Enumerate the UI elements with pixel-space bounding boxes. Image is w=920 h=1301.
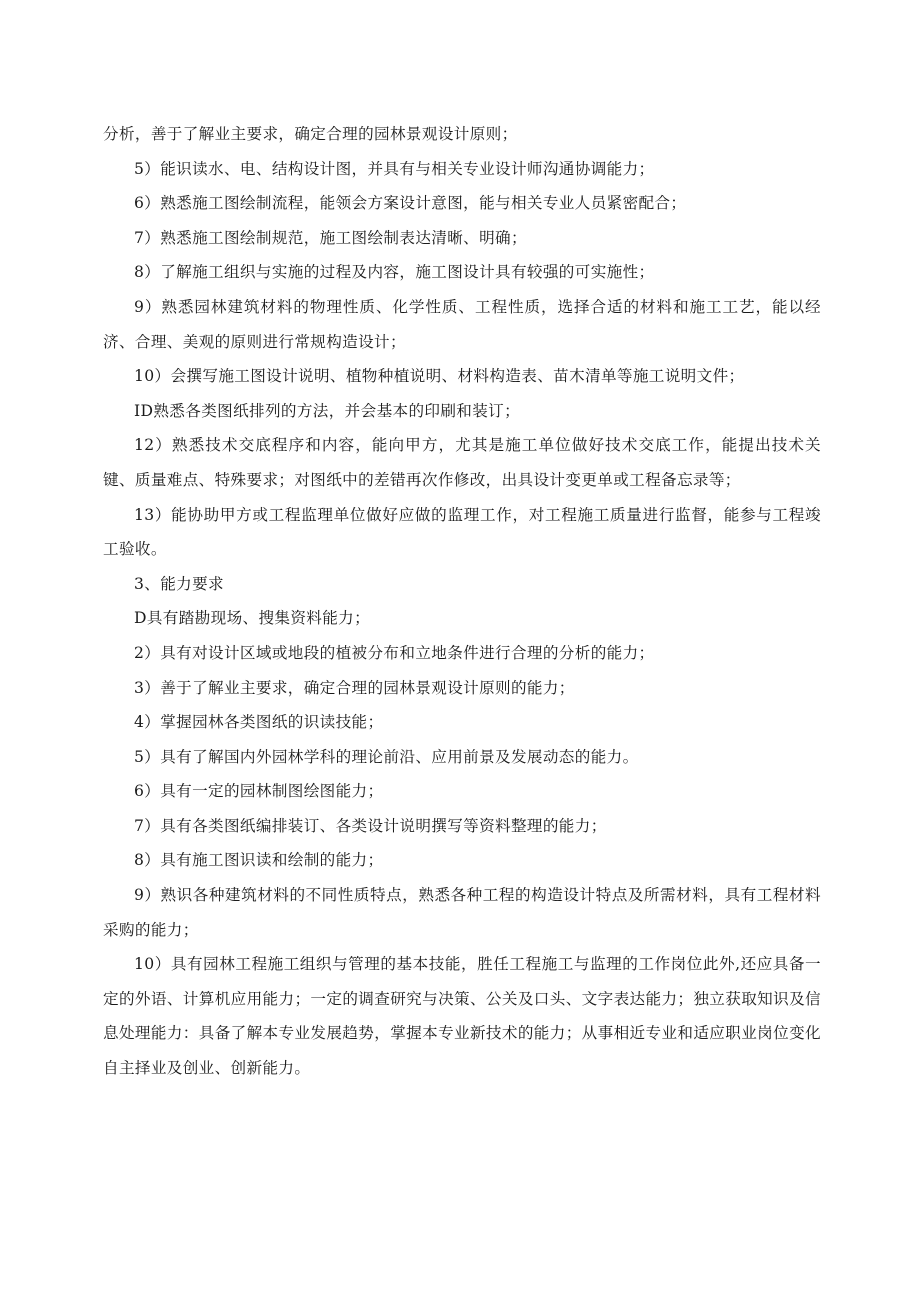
ability-item-10: 10）具有园林工程施工组织与管理的基本技能，胜任工程施工与监理的工作岗位此外,还应具备一定的外语、计算机应用能力；一定的调查研究与决策、公关及口头、文字表达能力；独立获取知识及信息处理能力：具备了解本专业发展趋势，掌握本专业新技术的能力；从事相近专业和适应职业岗位变化自主择业及创业、创新能力。 xyxy=(103,955,821,1078)
section-heading-ability-requirements: 3、能力要求 xyxy=(134,574,224,593)
document-body xyxy=(103,117,821,1086)
ability-item-2: 2）具有对设计区域或地段的植被分布和立地条件进行合理的分析的能力； xyxy=(134,643,655,662)
paragraph-item-10: 10）会撰写施工图设计说明、植物种植说明、材料构造表、苗木清单等施工说明文件； xyxy=(134,367,745,386)
ability-item-9: 9）熟识各种建筑材料的不同性质特点，熟悉各种工程的构造设计特点及所需材料，具有工程材料采购的能力； xyxy=(103,886,821,939)
paragraph-item-11: ID熟悉各类图纸排列的方法，并会基本的印刷和装订； xyxy=(134,401,521,420)
ability-item-7: 7）具有各类图纸编排装订、各类设计说明撰写等资料整理的能力； xyxy=(134,816,607,835)
paragraph-item-12: 12）熟悉技术交底程序和内容，能向甲方，尤其是施工单位做好技术交底工作，能提出技术关键、质量难点、特殊要求；对图纸中的差错再次作修改，出具设计变更单或工程备忘录等； xyxy=(103,436,821,489)
ability-item-5: 5）具有了解国内外园林学科的理论前沿、应用前景及发展动态的能力。 xyxy=(134,747,639,766)
ability-item-8: 8）具有施工图识读和绘制的能力； xyxy=(134,851,384,870)
paragraph-item-8: 8）了解施工组织与实施的过程及内容，施工图设计具有较强的可实施性； xyxy=(134,263,655,282)
ability-item-6: 6）具有一定的园林制图绘图能力； xyxy=(134,782,384,801)
paragraph-item-13: 13）能协助甲方或工程监理单位做好应做的监理工作，对工程施工质量进行监督，能参与工程竣工验收。 xyxy=(103,505,821,559)
ability-item-4: 4）掌握园林各类图纸的识读技能； xyxy=(134,713,384,732)
ability-item-3: 3）善于了解业主要求，确定合理的园林景观设计原则的能力； xyxy=(134,678,575,697)
paragraph-item-7: 7）熟悉施工图绘制规范，施工图绘制表达清晰、明确； xyxy=(134,228,527,247)
paragraph-item-6: 6）熟悉施工图绘制流程，能领会方案设计意图，能与相关专业人员紧密配合； xyxy=(134,194,687,213)
paragraph-continuation: 分析，善于了解业主要求，确定合理的园林景观设计原则； xyxy=(103,125,518,143)
paragraph-item-5: 5）能识读水、电、结构设计图，并具有与相关专业设计师沟通协调能力； xyxy=(134,159,655,178)
paragraph-item-9: 9）熟悉园林建筑材料的物理性质、化学性质、工程性质，选择合适的材料和施工工艺，能以经济、合理、美观的原则进行常规构造设计； xyxy=(103,297,821,351)
ability-item-1: D具有踏勘现场、搜集资料能力； xyxy=(134,609,371,628)
